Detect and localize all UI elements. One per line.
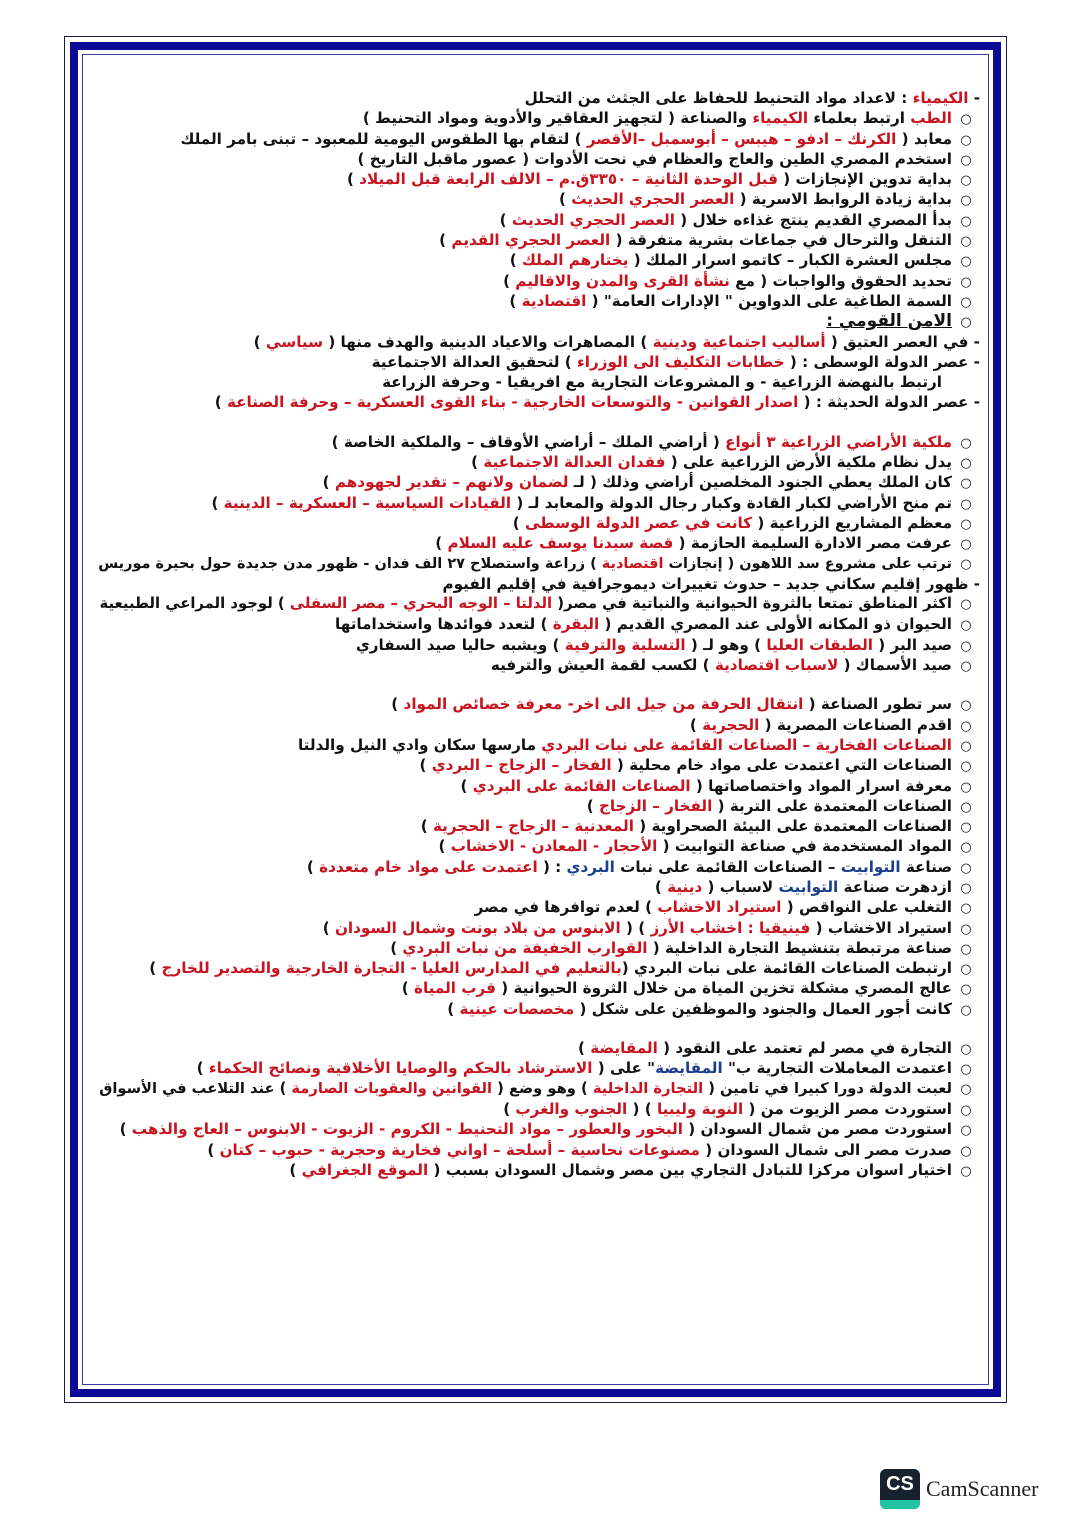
text-segment: ترتب على مشروع سد اللاهون ( إنجازات xyxy=(663,555,952,572)
highlight-text: فقدان العدالة الاجتماعية xyxy=(483,453,666,472)
text-segment: ) xyxy=(512,513,525,532)
text-segment: ) xyxy=(509,291,522,310)
text-segment: ) لوجود المراعي الطبيعية xyxy=(99,595,290,613)
bullet-icon: ○ xyxy=(960,516,972,532)
text-segment: التنقل والترحال في جماعات بشرية متفرقة ( xyxy=(610,231,952,250)
highlight-text: الفخار – الزجاج – البردي xyxy=(431,756,612,775)
note-line xyxy=(100,210,980,230)
note-line xyxy=(100,230,980,250)
text-segment: تم منح الأراضي لكبار القادة وكبار رجال الدولة والمعابد لـ ( xyxy=(511,493,952,512)
text-segment: الصناعات المعتمدة على البيئة الصحراوية ( xyxy=(633,817,952,836)
highlight-text: الطب xyxy=(910,109,952,128)
highlight-text: الحجرية xyxy=(702,715,760,734)
note-line xyxy=(100,574,980,594)
text-segment: ) xyxy=(503,1099,516,1118)
note-line xyxy=(100,715,980,735)
bullet-icon: ○ xyxy=(960,1163,972,1179)
note-line xyxy=(100,635,980,655)
bullet-icon: ○ xyxy=(960,1062,972,1078)
note-line xyxy=(100,594,980,614)
bullet-icon: ○ xyxy=(960,659,972,675)
blue-text: التوابيت xyxy=(840,857,901,876)
text-segment: ) xyxy=(149,959,162,978)
text-segment: ) xyxy=(390,938,403,957)
text-segment: ارتبط بالنهضة الزراعية - و المشروعات التجارية مع افريقيا - وحرفة الزراعة xyxy=(382,373,942,392)
text-segment: ) xyxy=(207,1140,220,1159)
text-segment: اختيار اسوان مركزا للتبادل التجاري بين مصر وشمال السودان بسبب ( xyxy=(428,1160,952,1179)
text-segment: بداية زيادة الروابط الاسرية ( xyxy=(734,190,952,209)
note-line xyxy=(100,958,980,978)
text-segment: - ظهور إقليم سكاني جديد – حدوث تغييرات ديموجرافية في إقليم الفيوم xyxy=(442,574,980,593)
highlight-text: الأحجار - المعادن - الاخشاب xyxy=(450,837,658,856)
bullet-icon: ○ xyxy=(960,476,972,492)
text-segment: ) xyxy=(211,493,224,512)
text-segment: ) xyxy=(119,1120,132,1139)
blue-text: التوابيت xyxy=(778,877,839,896)
bullet-icon: ○ xyxy=(960,638,972,654)
note-line xyxy=(100,938,980,958)
highlight-text: الكيمياء xyxy=(912,89,969,107)
bullet-icon: ○ xyxy=(960,799,972,815)
highlight-text: الطبقات العليا xyxy=(766,635,873,654)
note-line xyxy=(100,129,980,149)
text-segment: ) ويشبه حاليا صيد السفاري xyxy=(355,635,565,654)
note-line xyxy=(100,877,980,897)
highlight-text: الفخار – الزجاج xyxy=(598,796,713,815)
text-segment: عرفت مصر الادارة السليمة الحازمة ( xyxy=(673,534,952,553)
highlight-text: مخصصات عينية xyxy=(459,999,575,1018)
bullet-icon: ○ xyxy=(960,1042,972,1058)
text-segment: ) زراعة واستصلاح ٢٧ الف فدان - ظهور مدن جديدة حول بحيرة موريس xyxy=(98,555,602,572)
bullet-icon: ○ xyxy=(960,901,972,917)
text-segment: - عصر الدولة الحديثة : ( xyxy=(798,393,980,412)
note-line xyxy=(100,1038,980,1058)
text-segment: سر تطور الصناعة ( xyxy=(803,695,952,714)
text-segment: الحيوان ذو المكانه الأولى عند المصري القديم ( xyxy=(599,615,952,634)
highlight-text: القوانين والعقوبات الصارمة xyxy=(291,1079,493,1097)
note-line xyxy=(100,250,980,270)
section-gap xyxy=(100,675,980,694)
text-segment: ) المصاهرات والاعياد الدينية والهدف منها ( xyxy=(323,332,653,351)
highlight-text: القيادات السياسية – العسكرية – الدينية xyxy=(223,493,512,512)
text-segment: استوردت مصر من شمال السودان ( xyxy=(682,1120,952,1139)
text-segment: ) xyxy=(420,817,433,836)
bullet-icon: ○ xyxy=(960,597,972,613)
camscanner-logo-icon xyxy=(880,1469,920,1509)
highlight-text: سياسي xyxy=(265,332,324,351)
text-segment: ) xyxy=(689,715,703,734)
note-line xyxy=(100,836,980,856)
highlight-text: دينية xyxy=(667,877,703,896)
text-segment: السمة الطاغية على الدواوين " الإدارات العامة" ( xyxy=(586,291,952,310)
bullet-icon: ○ xyxy=(960,982,972,998)
bullet-icon: ○ xyxy=(960,254,972,270)
bullet-icon: ○ xyxy=(960,496,972,512)
text-segment: صيد الأسماك ( xyxy=(838,656,952,675)
text-segment: ( أراضي الملك – أراضي الأوقاف – والملكية الخاصة ) xyxy=(331,432,726,451)
bullet-icon: ○ xyxy=(960,173,972,189)
text-segment: معظم المشاريع الزراعية ( xyxy=(752,513,952,532)
highlight-text: ملكية الأراضي الزراعية ٣ أنواع xyxy=(725,432,952,451)
text-segment: ) xyxy=(306,857,320,876)
text-segment: " على ( xyxy=(592,1059,656,1078)
bullet-icon: ○ xyxy=(960,860,972,876)
highlight-text: الجنوب والغرب xyxy=(515,1099,628,1118)
note-line xyxy=(100,796,980,816)
text-segment: لعبت الدولة دورا كبيرا في تامين ( xyxy=(703,1079,952,1097)
bullet-icon: ○ xyxy=(960,1123,972,1139)
note-line xyxy=(100,169,980,189)
logo-text: CS xyxy=(886,1473,914,1495)
highlight-text: قبل الوحدة الثانية – ٣٣٥٠ق.م – الالف الرابعة قبل الميلاد xyxy=(359,170,778,189)
text-segment: ) لعدم توافرها في مصر xyxy=(474,898,658,917)
bullet-icon: ○ xyxy=(960,152,972,168)
text-segment: التجارة في مصر لم تعتمد على النقود ( xyxy=(657,1039,952,1058)
text-segment: التغلب على النواقص ( xyxy=(781,898,952,917)
highlight-text: لضمان ولانهم – تقدير لجهودهم xyxy=(334,473,569,492)
note-line xyxy=(100,332,980,352)
note-line xyxy=(100,513,980,533)
bullet-icon: ○ xyxy=(960,820,972,836)
highlight-text: فينيقيا : اخشاب الأرز xyxy=(650,918,811,937)
highlight-text: بالتعليم في المدارس العليا - التجارة الخارجية والتصدير للخارج xyxy=(161,959,622,978)
text-segment: مجلس العشرة الكبار – كاتمو اسرار الملك ( xyxy=(628,251,952,270)
highlight-text: الصناعات القائمة على البردي xyxy=(472,776,691,795)
highlight-text: نشأة القرى والمدن والاقاليم xyxy=(515,271,730,290)
highlight-text: اقتصادية xyxy=(521,291,587,310)
note-line xyxy=(100,735,980,755)
highlight-text: استيراد الاخشاب xyxy=(657,898,782,917)
bullet-icon: ○ xyxy=(960,234,972,250)
text-segment: بدأ المصري القديم ينتج غذاءه خلال ( xyxy=(674,210,952,229)
highlight-text: التسلية والترفية xyxy=(564,635,686,654)
highlight-text: اعتمدت على مواد خام متعددة xyxy=(319,857,538,876)
note-line xyxy=(100,392,980,412)
text-segment: ) xyxy=(509,251,523,270)
note-line xyxy=(100,1160,980,1180)
text-segment: ) xyxy=(253,332,266,351)
text-segment: : ( xyxy=(537,857,567,876)
text-segment: ) xyxy=(577,1039,591,1058)
text-segment: ) xyxy=(503,271,516,290)
section-heading: الامن القومي : xyxy=(826,311,952,332)
highlight-text: اصدار القوانين - والتوسعات الخارجية - بناء القوى العسكرية – وحرفة الصناعة xyxy=(226,393,799,412)
text-segment: لاسباب ( xyxy=(702,877,779,896)
text-segment: ) xyxy=(346,170,360,189)
note-line xyxy=(100,999,980,1019)
text-segment: ) لكسب لقمة العيش والترفيه xyxy=(490,656,715,675)
highlight-text: قصة سيدنا يوسف عليه السلام xyxy=(447,534,674,553)
bullet-icon: ○ xyxy=(960,962,972,978)
text-segment: ) xyxy=(447,999,460,1018)
text-segment: يدل نظام ملكية الأرض الزراعية على ( xyxy=(665,453,952,472)
bullet-icon: ○ xyxy=(960,840,972,856)
note-line xyxy=(100,1119,980,1139)
text-segment: ) وهو لـ ( xyxy=(685,635,767,654)
highlight-text: العصر الحجري الحديث xyxy=(571,190,735,209)
highlight-text: خطابات التكليف الى الوزراء xyxy=(577,352,785,371)
highlight-text: اقتصادية xyxy=(601,555,664,572)
highlight-text: مصنوعات نحاسية – أسلحة – اواني فخارية وحجرية - حبوب – كتان xyxy=(219,1140,700,1159)
note-line xyxy=(100,816,980,836)
text-segment: ازدهرت صناعة xyxy=(838,877,952,896)
text-segment: ) لتقام بها الطقوس اليومية للمعبود – تبنى بامر الملك xyxy=(180,129,587,148)
text-segment: صناعة مرتبطة بتنشيط التجارة الداخلية ( xyxy=(647,938,952,957)
bullet-icon: ○ xyxy=(960,435,972,451)
highlight-text: التجارة الداخلية xyxy=(592,1079,704,1097)
note-line xyxy=(100,1140,980,1160)
bullet-icon: ○ xyxy=(960,718,972,734)
text-segment: عالج المصري مشكلة تخزين المياة من خلال الثروة الحيوانية ( xyxy=(495,979,952,998)
text-segment: بداية تدوين الإنجازات ( xyxy=(777,170,952,189)
text-segment: ) xyxy=(586,796,599,815)
blue-text: المقايضة xyxy=(655,1059,723,1078)
text-segment: ) xyxy=(322,473,335,492)
note-line xyxy=(100,1099,980,1119)
bullet-icon: ○ xyxy=(960,193,972,209)
section-gap xyxy=(100,1019,980,1038)
highlight-text: القوارب الخفيفة من نبات البردي xyxy=(402,938,648,957)
highlight-text: البقرة xyxy=(552,615,600,634)
text-segment: ارتبط بعلماء xyxy=(808,109,911,128)
text-segment: معرفة اسرار المواد واختصاصاتها ( xyxy=(690,776,952,795)
section-gap xyxy=(100,413,980,432)
note-line xyxy=(100,311,980,331)
text-segment: ) عند التلاعب في الأسواق xyxy=(99,1079,292,1097)
highlight-text: لاسباب اقتصادية xyxy=(714,656,839,675)
bullet-icon: ○ xyxy=(960,294,972,310)
text-segment: ) xyxy=(419,756,432,775)
highlight-text: قرب المياة xyxy=(414,979,496,998)
text-segment: ) xyxy=(391,695,404,714)
bullet-icon: ○ xyxy=(960,274,972,290)
note-line xyxy=(100,897,980,917)
text-segment: ) xyxy=(439,231,452,250)
note-line xyxy=(100,694,980,714)
highlight-text: الصناعات الفخارية – الصناعات القائمة على نبات البردي xyxy=(541,735,952,754)
note-line xyxy=(100,352,980,372)
bullet-icon: ○ xyxy=(960,112,972,128)
text-segment: ) xyxy=(438,837,451,856)
text-segment: ) xyxy=(289,1160,302,1179)
note-line xyxy=(100,755,980,775)
blue-text: البردي xyxy=(566,857,615,876)
highlight-text: الكرنك – ادفو – هيبس – أبوسمبل –الأقصر xyxy=(586,129,897,148)
text-segment: ) xyxy=(559,190,572,209)
text-segment: : لاعداد مواد التحنيط للحفاظ على الجثث من التحلل xyxy=(524,89,913,107)
bullet-icon: ○ xyxy=(960,779,972,795)
bullet-icon: ○ xyxy=(960,456,972,472)
camscanner-watermark xyxy=(880,1469,1038,1509)
highlight-text: البخور والعطور – مواد التحنيط - الكروم - الزيوت - الابنوس – العاج والذهب xyxy=(131,1120,683,1139)
note-line xyxy=(100,533,980,553)
text-segment: معابد ( xyxy=(896,129,952,148)
text-segment: ) xyxy=(214,393,227,412)
highlight-text: الدلتا – الوجه البحري – مصر السفلى xyxy=(289,595,553,613)
text-segment: ) xyxy=(499,210,512,229)
notes-content xyxy=(100,88,980,1180)
bullet-icon: ○ xyxy=(960,556,972,572)
note-line xyxy=(100,291,980,311)
note-line xyxy=(100,614,980,634)
note-line xyxy=(100,776,980,796)
highlight-text: العصر الحجري الحديث xyxy=(511,210,675,229)
highlight-text: الابنوس من بلاد بونت وشمال السودان xyxy=(334,918,621,937)
highlight-text: يختارهم الملك xyxy=(522,251,629,270)
text-segment: - عصر الدولة الوسطى : ( xyxy=(784,352,980,371)
note-line xyxy=(100,189,980,209)
text-segment: ) لتحقيق العدالة الاجتماعية xyxy=(371,352,578,371)
highlight-text: الموقع الجغرافي xyxy=(301,1160,429,1179)
text-segment: ) xyxy=(401,979,415,998)
highlight-text: النوبة وليبيا xyxy=(656,1099,744,1118)
text-segment: اقدم الصناعات المصرية ( xyxy=(759,715,952,734)
highlight-text: العصر الحجري القديم xyxy=(451,231,611,250)
text-segment: الصناعات المعتمدة على التربة ( xyxy=(712,796,952,815)
bullet-icon: ○ xyxy=(960,698,972,714)
note-line xyxy=(100,108,980,128)
bullet-icon: ○ xyxy=(960,132,972,148)
text-segment: – الصناعات القائمة على نبات xyxy=(614,857,841,876)
text-segment: صدرت مصر الى شمال السودان ( xyxy=(699,1140,952,1159)
note-line xyxy=(100,493,980,513)
text-segment: استيراد الاخشاب ( xyxy=(810,918,952,937)
bullet-icon: ○ xyxy=(960,213,972,229)
bullet-icon: ○ xyxy=(960,941,972,957)
text-segment: ارتبطت الصناعات القائمة على نبات البردي ( xyxy=(621,959,952,978)
text-segment: استخدم المصري الطين والعاج والعظام في نحت الأدوات ( عصور ماقبل التاريخ ) xyxy=(357,149,952,168)
text-segment: ) xyxy=(654,877,668,896)
note-line xyxy=(100,857,980,877)
text-segment: ) xyxy=(460,776,473,795)
text-segment: ) xyxy=(322,918,335,937)
note-line xyxy=(100,88,980,108)
text-segment: استوردت مصر الزيوت من ( xyxy=(743,1099,952,1118)
text-segment: والصناعة ( لتجهيز العقاقير والأدوية ومواد التحنيط ) xyxy=(362,109,753,128)
text-segment: ) وهو وضع ( xyxy=(492,1079,593,1097)
text-segment: ) xyxy=(196,1059,209,1078)
text-segment: اكثر المناطق تمتعا بالثروة الحيوانية والنباتية في مصر( xyxy=(552,595,952,613)
text-segment: اعتمدت المعاملات التجارية ب" xyxy=(722,1059,952,1078)
note-line xyxy=(100,918,980,938)
note-line xyxy=(100,1058,980,1078)
highlight-text: الاسترشاد بالحكم والوصايا الأخلاقية ونصائح الحكماء xyxy=(208,1059,593,1078)
note-line xyxy=(100,1079,980,1099)
text-segment: المواد المستخدمة في صناعة التوابيت ( xyxy=(657,837,952,856)
text-segment: مارسها سكان وادي النيل والدلتا xyxy=(297,735,542,754)
text-segment: ) xyxy=(471,453,484,472)
text-segment: ) ( xyxy=(627,1099,657,1118)
note-line xyxy=(100,149,980,169)
highlight-text: انتقال الحرفة من جيل الى اخر- معرفة خصائص المواد xyxy=(403,695,804,714)
bullet-icon: ○ xyxy=(960,1143,972,1159)
highlight-text: أساليب اجتماعية ودينية xyxy=(652,332,826,351)
text-segment: الصناعات التي اعتمدت على مواد خام محلية ( xyxy=(611,756,952,775)
text-segment: ) ( xyxy=(620,918,651,937)
text-segment: تحديد الحقوق والواجبات ( مع xyxy=(729,271,952,290)
note-line xyxy=(100,978,980,998)
highlight-text: المعدنية – الزجاج – الحجرية xyxy=(432,817,634,836)
highlight-text: المقايضة xyxy=(590,1039,658,1058)
bullet-icon: ○ xyxy=(960,1002,972,1018)
text-segment: كان الملك يعطي الجنود المخلصين أراضي وذلك ( لـ xyxy=(568,473,952,492)
bullet-icon: ○ xyxy=(960,315,972,331)
bullet-icon: ○ xyxy=(960,880,972,896)
note-line xyxy=(100,472,980,492)
note-line xyxy=(100,452,980,472)
bullet-icon: ○ xyxy=(960,537,972,553)
bullet-icon: ○ xyxy=(960,1081,972,1097)
highlight-text: كانت في عصر الدولة الوسطى xyxy=(524,513,753,532)
text-segment: صناعة xyxy=(900,857,952,876)
note-line xyxy=(100,554,980,574)
text-segment: صيد البر ( xyxy=(872,635,952,654)
bullet-icon: ○ xyxy=(960,738,972,754)
bullet-icon: ○ xyxy=(960,618,972,634)
text-segment: - في العصر العتيق ( xyxy=(825,332,980,351)
bullet-icon: ○ xyxy=(960,759,972,775)
text-segment: ) xyxy=(435,534,448,553)
bullet-icon: ○ xyxy=(960,921,972,937)
camscanner-brand: CamScanner xyxy=(926,1476,1039,1501)
note-line xyxy=(100,372,980,392)
note-line xyxy=(100,271,980,291)
highlight-text: الكيمياء xyxy=(752,109,809,128)
text-segment: ) لتعدد فوائدها واستخداماتها xyxy=(335,615,553,634)
note-line xyxy=(100,432,980,452)
bullet-icon: ○ xyxy=(960,1102,972,1118)
text-segment: كانت أجور العمال والجنود والموظفين على شكل ( xyxy=(574,999,952,1018)
text-segment: - xyxy=(968,89,980,107)
note-line xyxy=(100,655,980,675)
